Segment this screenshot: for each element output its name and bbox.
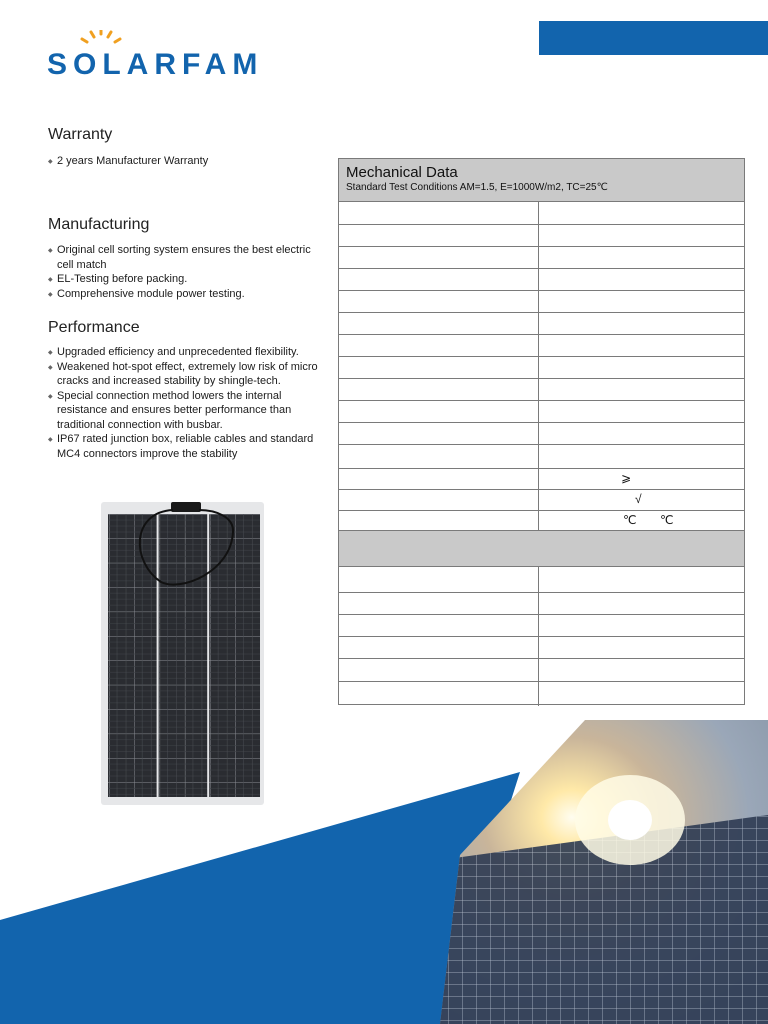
table-row bbox=[339, 511, 744, 531]
sun-rays-icon bbox=[82, 30, 120, 42]
table-row bbox=[339, 247, 744, 269]
manufacturing-heading: Manufacturing bbox=[48, 216, 150, 233]
table-row bbox=[339, 445, 744, 469]
check-symbol: √ bbox=[635, 492, 642, 506]
section-band bbox=[339, 531, 744, 567]
manufacturing-list bbox=[48, 243, 313, 301]
table-row bbox=[339, 313, 744, 335]
warranty-item: ◆ 2 years Manufacturer Warranty bbox=[48, 154, 338, 169]
manufacturing-item: ◆ EL-Testing before packing. bbox=[48, 272, 313, 287]
table-row bbox=[339, 469, 744, 490]
warranty-heading: Warranty bbox=[48, 126, 113, 143]
performance-list bbox=[48, 345, 333, 461]
mechanical-data-header bbox=[339, 159, 744, 202]
manufacturing-item: ◆ Original cell sorting system ensures the best electric cell match bbox=[48, 243, 313, 272]
table-row bbox=[339, 659, 744, 682]
table-row bbox=[339, 401, 744, 423]
table-row bbox=[339, 615, 744, 637]
table-row bbox=[339, 593, 744, 615]
performance-item: ◆ Upgraded efficiency and unprecedented flexibility. bbox=[48, 345, 333, 360]
table-row bbox=[339, 490, 744, 511]
gte-symbol: ⩾ bbox=[621, 471, 632, 485]
solarfam-logo bbox=[47, 30, 372, 80]
table-row bbox=[339, 423, 744, 445]
mechanical-data-subtitle: Standard Test Conditions AM=1.5, E=1000W/m2, TC=25℃ bbox=[346, 182, 608, 193]
table-row bbox=[339, 357, 744, 379]
manufacturing-item: ◆ Comprehensive module power testing. bbox=[48, 287, 313, 302]
performance-item: ◆ Special connection method lowers the internal resistance and ensures better performance than traditional connection with busbar. bbox=[48, 389, 333, 433]
brand-wordmark: SOLARFAM bbox=[47, 48, 264, 80]
table-row bbox=[339, 379, 744, 401]
mechanical-data-title: Mechanical Data bbox=[346, 164, 458, 181]
warranty-list bbox=[48, 154, 338, 169]
table-row bbox=[339, 291, 744, 313]
table-row bbox=[339, 682, 744, 706]
mechanical-data-table bbox=[338, 158, 745, 705]
table-row bbox=[339, 567, 744, 593]
performance-heading: Performance bbox=[48, 319, 140, 336]
header-accent-bar bbox=[539, 21, 768, 55]
junction-box bbox=[171, 502, 201, 512]
performance-item: ◆ Weakened hot-spot effect, extremely low risk of micro cracks and increased stability by shingle-tech. bbox=[48, 360, 333, 389]
degree-symbol: ℃ bbox=[660, 513, 674, 527]
table-row bbox=[339, 637, 744, 659]
table-row bbox=[339, 225, 744, 247]
table-row bbox=[339, 202, 744, 225]
table-row bbox=[339, 269, 744, 291]
degree-symbol: ℃ bbox=[623, 513, 637, 527]
decorative-solar-field bbox=[0, 720, 768, 1024]
blue-wedge bbox=[0, 772, 520, 1024]
table-row bbox=[339, 335, 744, 357]
performance-item: ◆ IP67 rated junction box, reliable cables and standard MC4 connectors improve the stability bbox=[48, 432, 333, 461]
